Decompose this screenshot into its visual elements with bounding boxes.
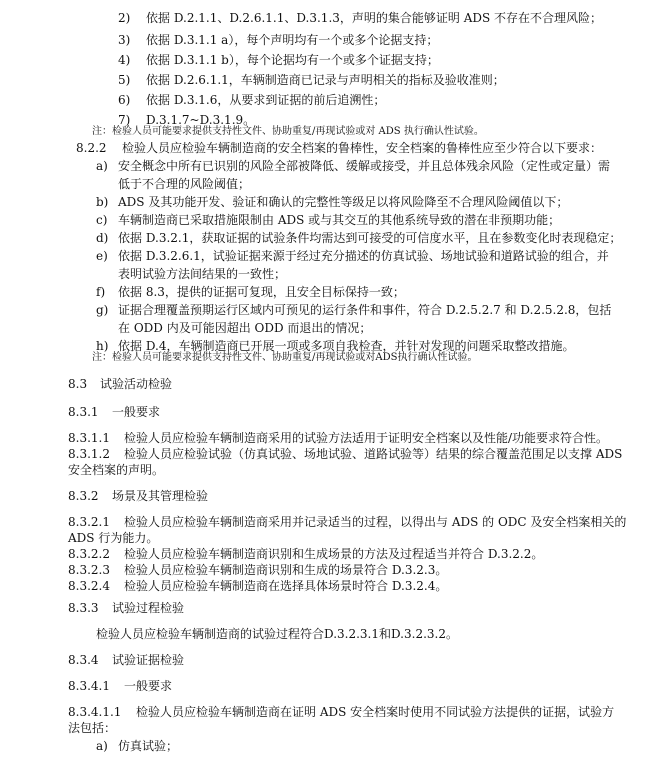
list-item: ADS 及其功能开发、验证和确认的完整性等级足以将风险降至不合理风险阈值以下； (118, 195, 569, 209)
section-number: 8.3.1.2 (68, 447, 110, 461)
list-item: 依据 D.3.2.6.1，试验证据来源于经过充分描述的仿真试验、场地试验和道路试验的组合，并 (118, 249, 609, 263)
list-marker: c) (96, 213, 108, 227)
paragraph: 检验人员应检验车辆制造商采用的试验方法适用于证明安全档案以及性能/功能要求符合性。 (124, 431, 609, 445)
list-item: 依据 D.3.1.1 b），每个论据均有一个或多个证据支持； (146, 53, 439, 67)
list-marker: a) (96, 739, 108, 753)
section-number: 8.3.1 (68, 405, 99, 419)
list-item-continuation: 在 ODD 内及可能因超出 ODD 而退出的情况； (118, 321, 372, 335)
section-number: 8.3.2.2 (68, 547, 110, 561)
list-marker: 6) (118, 93, 131, 107)
list-item: 依据 D.3.1.1 a），每个声明均有一个或多个论据支持； (146, 33, 439, 47)
paragraph: 检验人员应检验车辆制造商在选择具体场景时符合 D.3.2.4。 (124, 579, 448, 593)
paragraph: 检验人员应检验车辆制造商的试验过程符合D.3.2.3.1和D.3.2.3.2。 (96, 627, 458, 641)
list-item: 仿真试验； (118, 739, 179, 753)
paragraph: 检验人员应检验车辆制造商的安全档案的鲁棒性，安全档案的鲁棒性应至少符合以下要求： (122, 141, 603, 155)
list-marker: 4) (118, 53, 131, 67)
list-item: 依据 D.4，车辆制造商已开展一项或多项自我检查，并针对发现的问题采取整改措施。 (118, 339, 575, 353)
list-marker: d) (96, 231, 109, 245)
list-item-continuation: 表明试验方法间结果的一致性； (118, 267, 287, 281)
section-title: 试验证据检验 (112, 653, 185, 667)
list-item: D.3.1.7~D.3.1.9。 (146, 113, 256, 127)
section-number: 8.2.2 (76, 141, 107, 155)
note: 注：检验人员可能要求提供支持性文件、协助重复/再现试验或对 ADS 执行确认性试验。 (92, 126, 484, 137)
section-number: 8.3.3 (68, 601, 99, 615)
paragraph-continuation: 安全档案的声明。 (68, 463, 165, 477)
section-number: 8.3.2 (68, 489, 99, 503)
list-item: 证据合理覆盖预期运行区域内可预见的运行条件和事件，符合 D.2.5.2.7 和 D.2.5.2.8，包括 (118, 303, 612, 317)
section-number: 8.3.1.1 (68, 431, 110, 445)
section-title: 一般要求 (112, 405, 161, 419)
section-title: 试验过程检验 (112, 601, 185, 615)
paragraph: 检验人员应检验车辆制造商识别和生成的场景符合 D.3.2.3。 (124, 563, 448, 577)
paragraph-continuation: 法包括： (68, 721, 117, 735)
list-item: 安全概念中所有已识别的风险全部被降低、缓解或接受，并且总体残余风险（定性或定量）需 (118, 159, 611, 173)
list-marker: f) (96, 285, 106, 299)
paragraph: 检验人员应检验车辆制造商采用并记录适当的过程，以得出与 ADS 的 ODC 及安全档案相关的 (124, 515, 627, 529)
list-item: 车辆制造商已采取措施限制由 ADS 或与其交互的其他系统导致的潜在非预期功能； (118, 213, 561, 227)
section-number: 8.3.2.1 (68, 515, 110, 529)
paragraph-continuation: ADS 行为能力。 (68, 531, 159, 545)
list-marker: e) (96, 249, 108, 263)
list-item: 依据 D.3.1.6，从要求到证据的前后追溯性； (146, 93, 386, 107)
paragraph: 检验人员应检验试验（仿真试验、场地试验、道路试验等）结果的综合覆盖范围足以支撑 ADS (124, 447, 623, 461)
paragraph: 检验人员应检验车辆制造商识别和生成场景的方法及过程适当并符合 D.3.2.2。 (124, 547, 544, 561)
list-item: 依据 8.3，提供的证据可复现，且安全目标保持一致； (118, 285, 405, 299)
list-marker: g) (96, 303, 109, 317)
section-number: 8.3.4 (68, 653, 99, 667)
section-number: 8.3.2.3 (68, 563, 110, 577)
list-marker: 3) (118, 33, 131, 47)
list-marker: 5) (118, 73, 131, 87)
section-number: 8.3.4.1.1 (68, 705, 122, 719)
list-marker: 7) (118, 113, 131, 127)
section-number: 8.3 (68, 377, 88, 391)
section-title: 一般要求 (124, 679, 173, 693)
section-number: 8.3.4.1 (68, 679, 110, 693)
list-item-continuation: 低于不合理的风险阈值； (118, 177, 251, 191)
list-item: 依据 D.2.1.1、D.2.6.1.1、D.3.1.3，声明的集合能够证明 ADS 不存在不合理风险； (146, 11, 603, 25)
section-title: 场景及其管理检验 (112, 489, 209, 503)
list-item: 依据 D.3.2.1，获取证据的试验条件均需达到可接受的可信度水平，且在参数变化时表现稳定； (118, 231, 622, 245)
list-item: 依据 D.2.6.1.1，车辆制造商已记录与声明相关的指标及验收准则； (146, 73, 505, 87)
list-marker: 2) (118, 11, 131, 25)
paragraph: 检验人员应检验车辆制造商在证明 ADS 安全档案时使用不同试验方法提供的证据，试验方 (136, 705, 615, 719)
section-number: 8.3.2.4 (68, 579, 110, 593)
section-title: 试验活动检验 (100, 377, 173, 391)
list-marker: h) (96, 339, 109, 353)
list-marker: b) (96, 195, 109, 209)
list-marker: a) (96, 159, 108, 173)
note: 注：检验人员可能要求提供支持性文件、协助重复/再现试验或对ADS执行确认性试验。 (92, 352, 478, 363)
